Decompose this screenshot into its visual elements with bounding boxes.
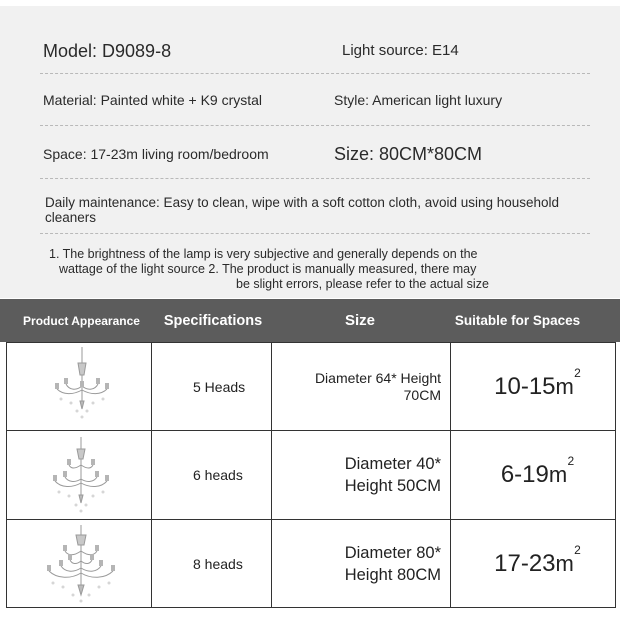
chandelier-8-heads-icon — [41, 523, 121, 607]
size-line: Height 50CM — [344, 477, 441, 495]
row-heads: 6 heads — [193, 467, 243, 483]
unit-text: m — [555, 373, 574, 399]
row-size — [277, 520, 441, 608]
style-text: Style: American light luxury — [334, 92, 503, 108]
space-value: 17-23 — [494, 550, 556, 577]
light-source-text: Light source: E14 — [342, 42, 459, 59]
divider — [40, 233, 590, 234]
space-value: 10-15 — [494, 372, 556, 400]
spec-panel — [0, 0, 620, 298]
area-unit — [548, 454, 575, 488]
row-heads: 5 Heads — [193, 378, 246, 395]
row-size — [277, 431, 441, 519]
unit-superscript: 2 — [574, 365, 581, 380]
header-size: Size — [344, 312, 375, 329]
divider — [40, 178, 590, 179]
note-line: wattage of the light source 2. The product is manually measured, there may — [59, 262, 477, 276]
header-product-appearance: Product Appearance — [23, 313, 140, 328]
divider — [40, 125, 590, 126]
size-line: Height 80CM — [344, 566, 441, 584]
size-line: Diameter 64* Height — [314, 369, 441, 386]
chandelier-5-heads-icon — [47, 345, 117, 427]
unit-superscript: 2 — [574, 543, 581, 557]
row-space — [451, 343, 617, 430]
unit-text: m — [548, 462, 568, 487]
size-line: Diameter 80* — [344, 544, 441, 562]
size-line: Diameter 40* — [344, 455, 441, 473]
maintenance-text: Daily maintenance: Easy to clean, wipe with a soft cotton cloth, avoid using household cleaners — [45, 195, 560, 225]
size-text: Size: 80CM*80CM — [334, 144, 483, 164]
row-space — [451, 431, 617, 519]
product-table — [6, 342, 616, 608]
space-text: Space: 17-23m living room/bedroom — [43, 146, 269, 162]
size-line: 70CM — [403, 386, 441, 403]
material-text: Material: Painted white + K9 crystal — [43, 92, 263, 108]
chandelier-6-heads-icon — [45, 435, 117, 517]
divider — [40, 73, 590, 74]
area-unit — [555, 543, 581, 577]
row-space — [451, 520, 617, 608]
row-heads: 8 heads — [193, 556, 243, 572]
note-text — [49, 247, 519, 292]
model-text: Model: D9089-8 — [43, 41, 172, 61]
column-divider — [151, 343, 152, 607]
column-divider — [271, 343, 272, 607]
header-specifications: Specifications — [163, 312, 263, 329]
unit-superscript: 2 — [567, 454, 575, 468]
top-strip — [0, 0, 620, 6]
header-suitable-spaces: Suitable for Spaces — [454, 313, 581, 328]
note-line: 1. The brightness of the lamp is very subjective and generally depends on the — [49, 247, 478, 261]
unit-text: m — [555, 551, 574, 576]
space-value: 6-19 — [500, 461, 549, 488]
row-size — [277, 343, 441, 430]
table-header — [0, 299, 620, 342]
note-line: be slight errors, please refer to the actual size — [236, 277, 489, 291]
area-unit — [555, 365, 581, 400]
